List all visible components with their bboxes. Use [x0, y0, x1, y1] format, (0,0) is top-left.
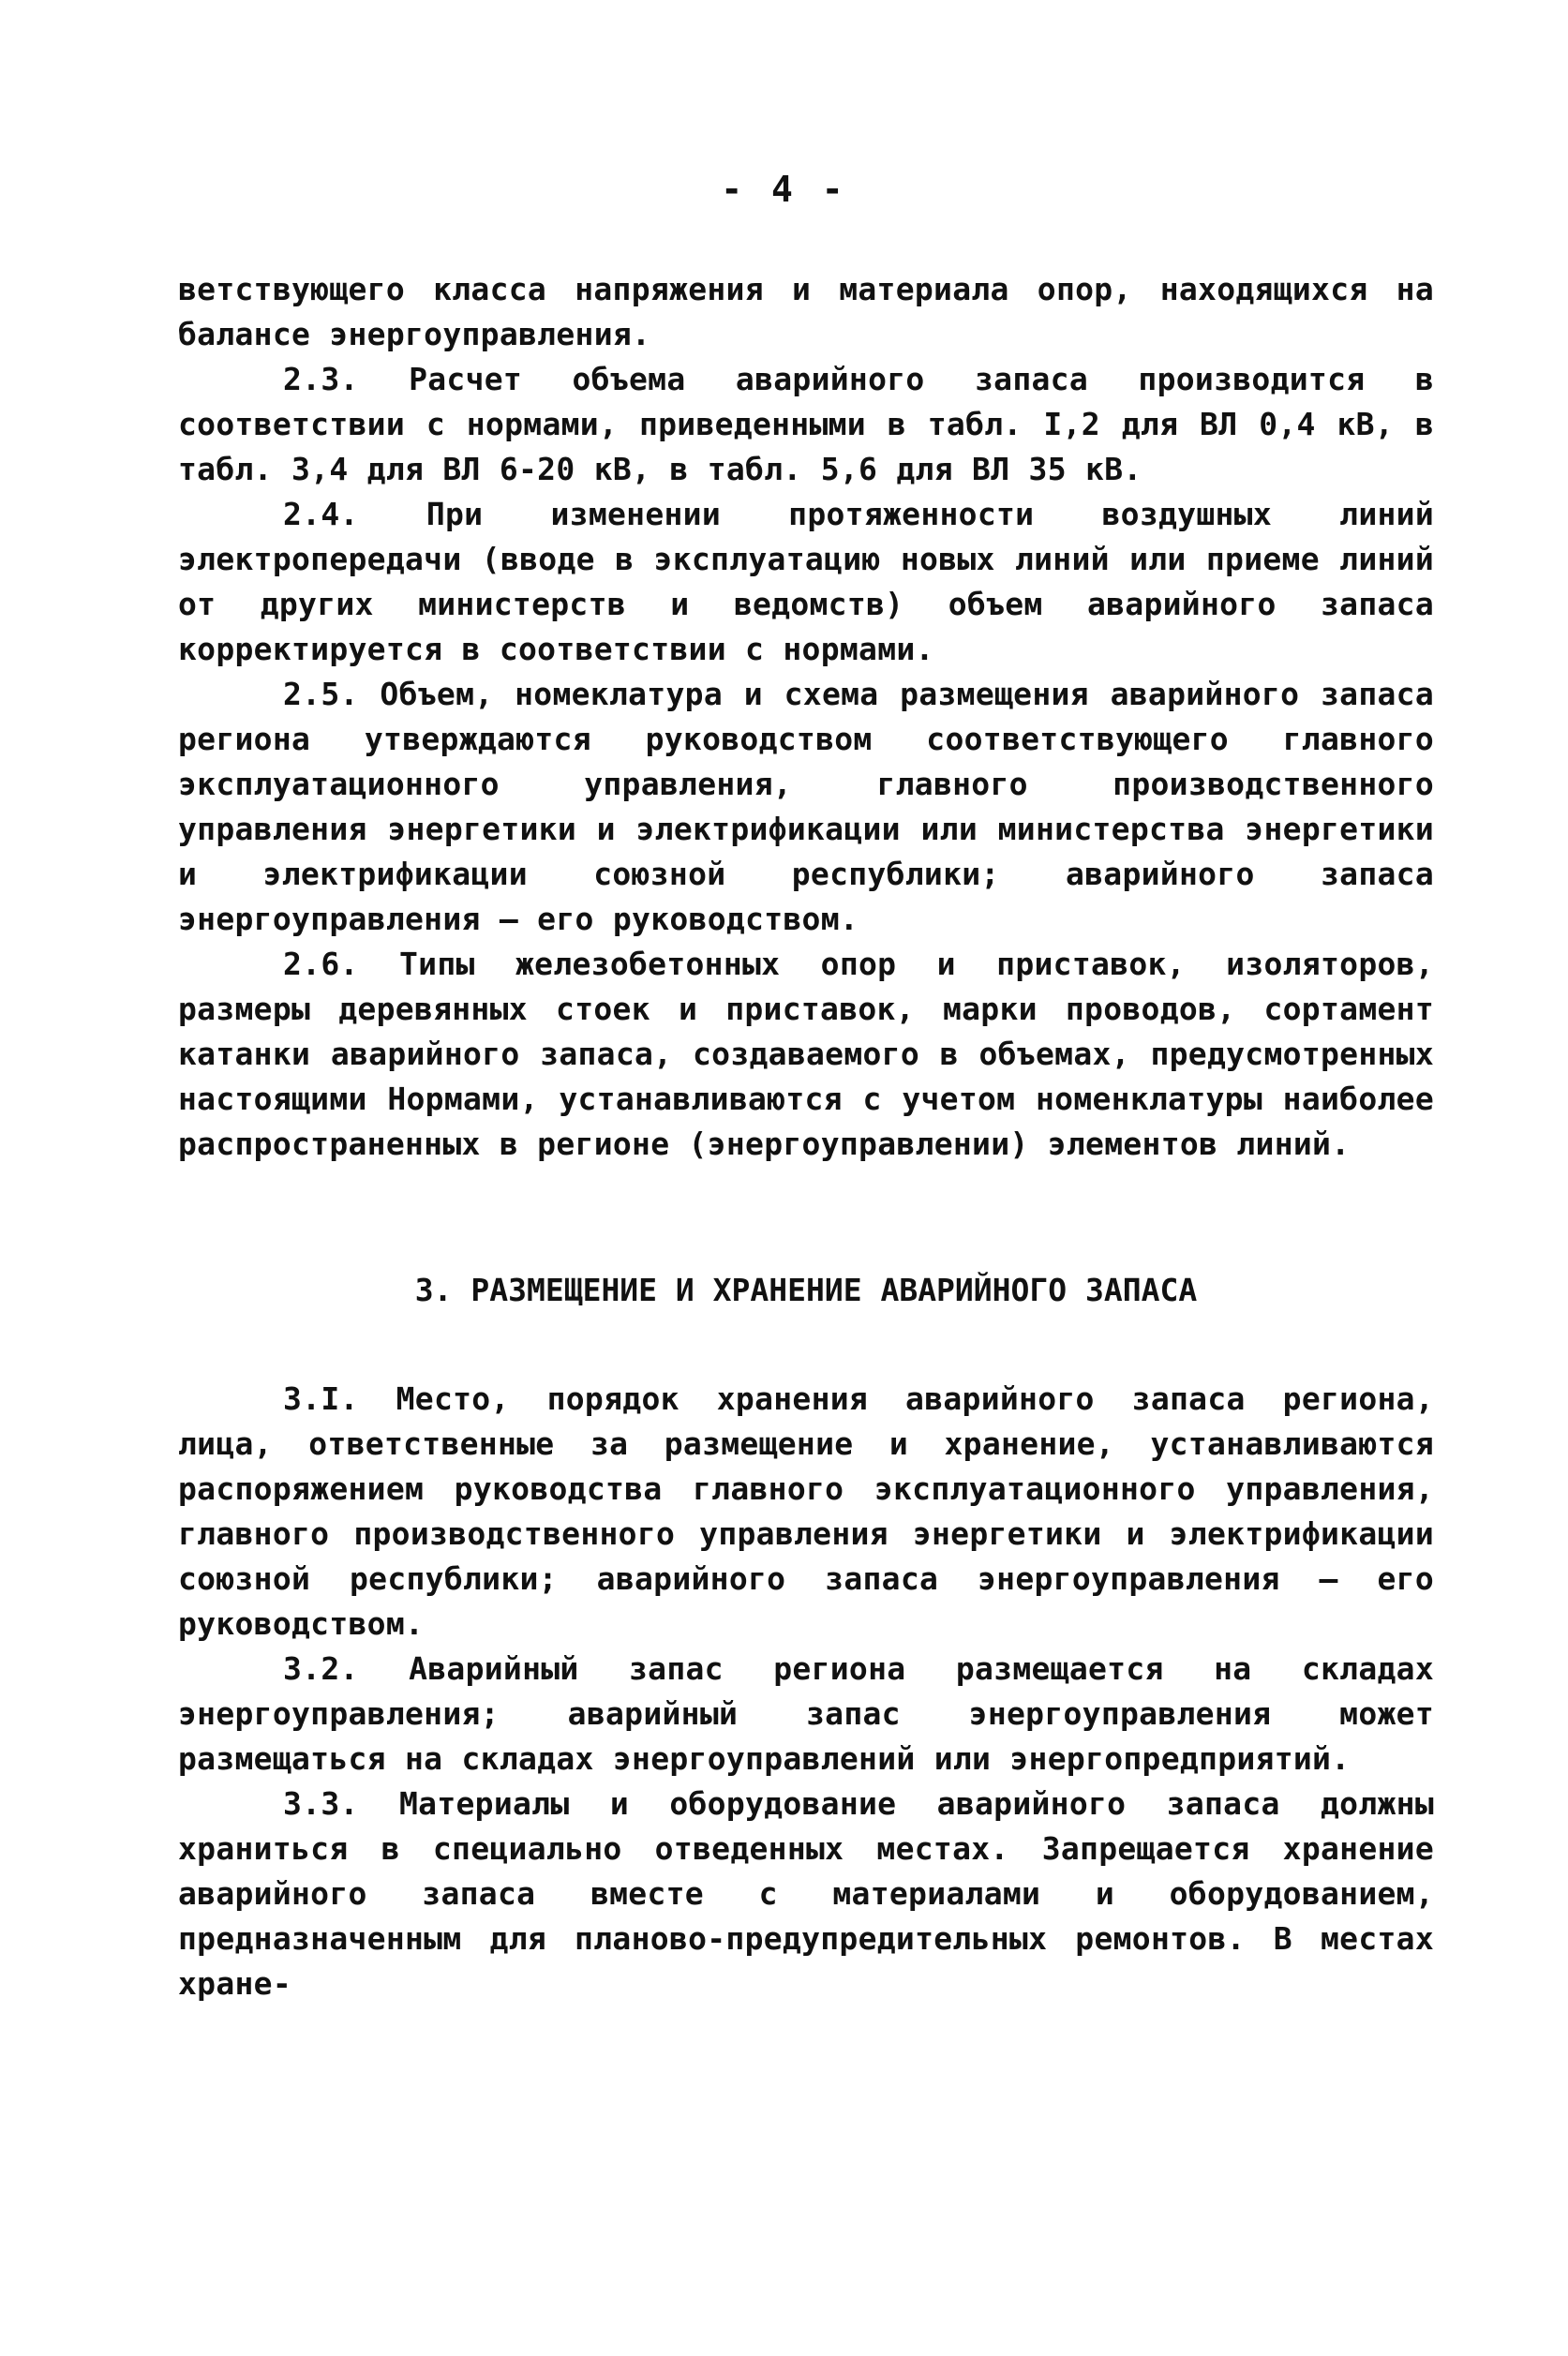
paragraph-3-1: 3.I. Место, порядок хранения аварийного запаса региона, лица, ответственные за размещение и хранение, устанавливаются распоряжением руководства главного эксплуатационного управления, главного производственного управления энергетики и электрификации союзной республики; аварийного запаса энергоуправления – его руководством.: [178, 1380, 1434, 1642]
paragraph-2-3: 2.3. Расчет объема аварийного запаса производится в соответствии с нормами, приведенными в табл. I,2 для ВЛ 0,4 кВ, в табл. 3,4 для ВЛ 6-20 кВ, в табл. 5,6 для ВЛ 35 кВ.: [178, 361, 1434, 487]
paragraph-2-4: 2.4. При изменении протяженности воздушных линий электропередачи (вводе в эксплуатацию новых линий или приеме линий от других министерств и ведомств) объем аварийного запаса корректируется в соответствии с нормами.: [178, 496, 1434, 667]
paragraph-2-5: 2.5. Объем, номеклатура и схема размещения аварийного запаса региона утверждаются руководством соответствующего главного эксплуатационного управления, главного производственного управления энергетики и электрификации или министерства энергетики и электрификации союзной республики; аварийного запаса энергоуправления – его руководством.: [178, 676, 1434, 937]
paragraph-2-6: 2.6. Типы железобетонных опор и приставок, изоляторов, размеры деревянных стоек и приставок, марки проводов, сортамент катанки аварийного запаса, создаваемого в объемах, предусмотренных настоящими Нормами, устанавливаются с учетом номенклатуры наиболее распространенных в регионе (энергоуправлении) элементов линий.: [178, 946, 1434, 1162]
document-body: [178, 267, 1434, 2006]
paragraph-3-2: 3.2. Аварийный запас региона размещается на складах энергоуправления; аварийный запас энергоуправления может размещаться на складах энергоуправлений или энергопредприятий.: [178, 1650, 1434, 1777]
paragraph-3-3: 3.3. Материалы и оборудование аварийного запаса должны храниться в специально отведенных местах. Запрещается хранение аварийного запаса вместе с материалами и оборудованием, предназначенным для планово-предупредительных ремонтов. В местах хране-: [178, 1785, 1434, 2002]
page-number: - 4 -: [721, 169, 847, 210]
paragraph-continuation: ветствующего класса напряжения и материала опор, находящихся на балансе энергоуправления.: [178, 271, 1434, 352]
section-3-heading: 3. РАЗМЕЩЕНИЕ И ХРАНЕНИЕ АВАРИЙНОГО ЗАПАСА: [414, 1272, 1198, 1308]
